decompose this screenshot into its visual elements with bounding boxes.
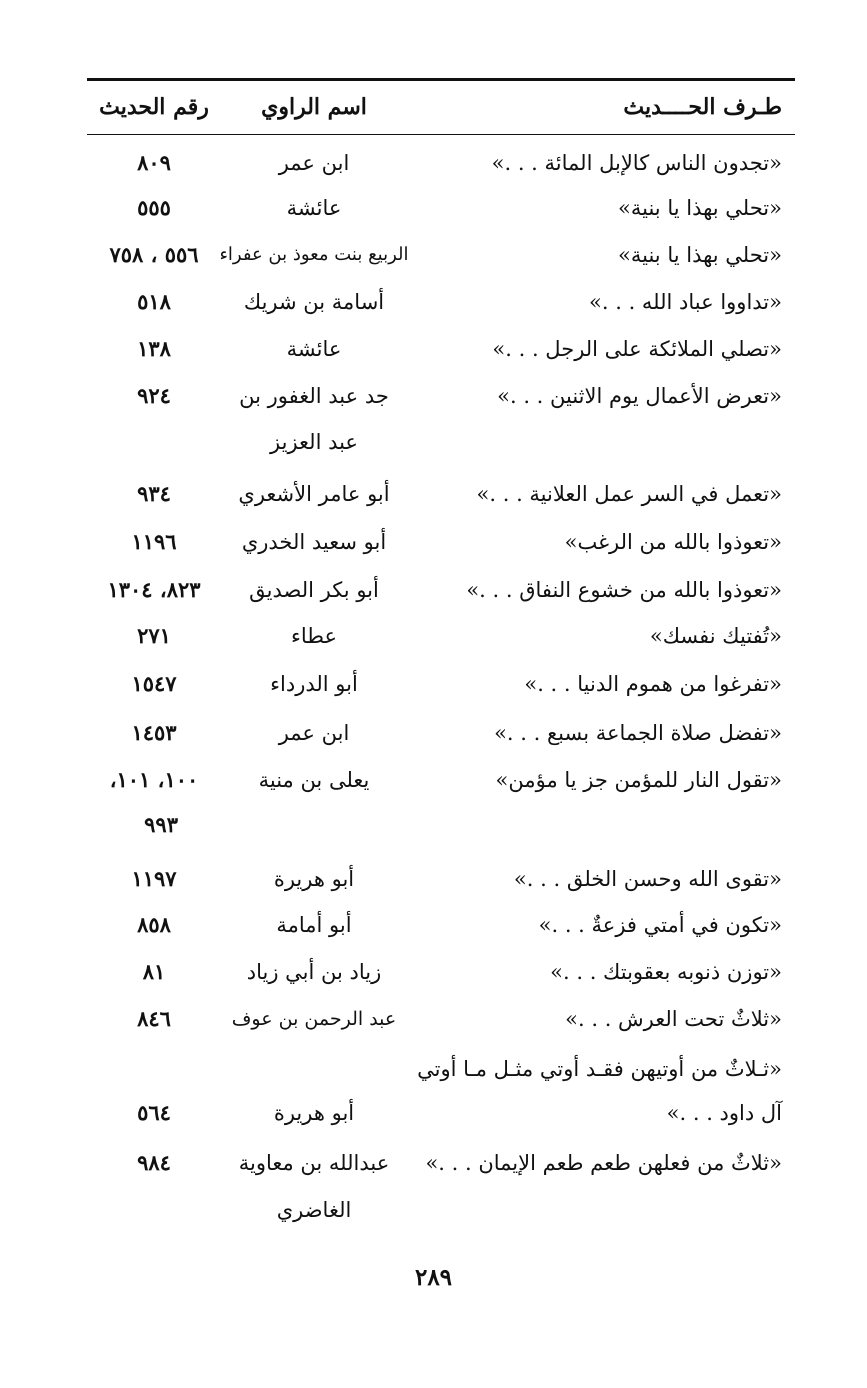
narrator-name: عائشة <box>286 196 342 220</box>
hadith-text: «تحلي بهذا يا بنية» <box>618 243 782 267</box>
hadith-number: ٥١٨ <box>137 289 171 314</box>
hadith-text: «تعوذوا بالله من الرغب» <box>564 530 782 554</box>
hadith-text: «تعوذوا بالله من خشوع النفاق . . .» <box>466 578 782 602</box>
narrator-name: يعلى بن منية <box>258 768 370 792</box>
top-rule <box>87 78 795 81</box>
hadith-text: «تُفتيك نفسك» <box>649 624 782 648</box>
narrator-name: عبد الرحمن بن عوف <box>231 1008 397 1030</box>
narrator-name: عائشة <box>286 337 342 361</box>
hadith-text: «تحلي بهذا يا بنية» <box>618 196 782 220</box>
hadith-number: ١٠٠، ١٠١، <box>109 767 199 792</box>
hadith-text: «تقوى الله وحسن الخلق . . .» <box>513 867 782 891</box>
narrator-name: زياد بن أبي زياد <box>246 960 382 984</box>
hadith-text: «ثلاثٌ تحت العرش . . .» <box>565 1007 782 1031</box>
hadith-text: «تداووا عباد الله . . .» <box>589 290 782 314</box>
narrator-name: أبو أمامة <box>276 913 352 937</box>
hadith-text: «تقول النار للمؤمن جز يا مؤمن» <box>495 768 782 792</box>
hadith-number: ١٥٤٧ <box>131 671 177 696</box>
hadith-number: ٩٣٤ <box>137 481 171 506</box>
narrator-name: عبدالله بن معاوية <box>238 1151 390 1175</box>
narrator-name: عطاء <box>290 624 338 648</box>
hadith-number: ٨٥٨ <box>137 912 171 937</box>
narrator-name: ابن عمر <box>278 721 350 745</box>
narrator-name: أبو عامر الأشعري <box>238 482 390 506</box>
hadith-number: ٥٥٦ ، ٧٥٨ <box>109 242 199 267</box>
hadith-number: ٨١ <box>142 959 166 984</box>
hadith-text-continued: آل داود . . .» <box>666 1101 782 1125</box>
hadith-text: «تعرض الأعمال يوم الاثنين . . .» <box>497 384 782 408</box>
narrator-name-continued: عبد العزيز <box>270 430 358 454</box>
hadith-number-continued: ٩٩٣ <box>144 812 178 837</box>
narrator-name-continued: الغاضري <box>276 1198 352 1222</box>
hadith-number: ٨٢٣، ١٣٠٤ <box>107 577 201 602</box>
hadith-number: ٩٨٤ <box>137 1150 171 1175</box>
hadith-number: ١١٩٧ <box>131 866 177 891</box>
hadith-text: «تصلي الملائكة على الرجل . . .» <box>492 337 782 361</box>
narrator-name: أبو هريرة <box>273 1101 355 1125</box>
hadith-number: ٥٥٥ <box>137 195 171 220</box>
hadith-number: ٨٠٩ <box>137 150 171 175</box>
header-rule <box>87 134 795 135</box>
hadith-number: ١٤٥٣ <box>131 720 177 745</box>
narrator-name: أبو هريرة <box>273 867 355 891</box>
narrator-name: ابن عمر <box>278 151 350 175</box>
page-number: ٢٨٩ <box>414 1264 453 1291</box>
narrator-name: أبو بكر الصديق <box>249 578 379 602</box>
hadith-number: ١١٩٦ <box>131 529 177 554</box>
hadith-text: «تجدون الناس كالإبل المائة . . .» <box>491 151 782 175</box>
narrator-name: الربيع بنت معوذ بن عفراء <box>219 244 409 265</box>
narrator-name: جد عبد الغفور بن <box>239 384 389 408</box>
hadith-text: «تفرغوا من هموم الدنيا . . .» <box>524 672 782 696</box>
header-number-column: رقم الحديث <box>99 94 209 120</box>
hadith-text: «تكون في أمتي فزعةٌ . . .» <box>538 913 782 937</box>
hadith-text: «تفضل صلاة الجماعة بسبع . . .» <box>494 721 782 745</box>
hadith-number: ٢٧١ <box>137 623 171 648</box>
hadith-number: ١٣٨ <box>137 336 171 361</box>
hadith-number: ٥٦٤ <box>137 1100 171 1125</box>
hadith-number: ٩٢٤ <box>137 383 171 408</box>
hadith-text: «توزن ذنوبه بعقوبتك . . .» <box>550 960 782 984</box>
narrator-name: أبو الدرداء <box>270 672 358 696</box>
hadith-number: ٨٤٦ <box>137 1006 171 1031</box>
header-hadith-column: طـرف الحــــديث <box>623 94 782 120</box>
hadith-text: «ثـلاثٌ من أوتيهن فقـد أوتي مثـل مـا أوتي <box>417 1057 782 1081</box>
hadith-text: «ثلاثٌ من فعلهن طعم طعم الإيمان . . .» <box>425 1151 782 1175</box>
header-narrator-column: اسم الراوي <box>261 94 367 120</box>
narrator-name: أبو سعيد الخدري <box>241 530 387 554</box>
narrator-name: أسامة بن شريك <box>243 290 385 314</box>
hadith-text: «تعمل في السر عمل العلانية . . .» <box>476 482 782 506</box>
